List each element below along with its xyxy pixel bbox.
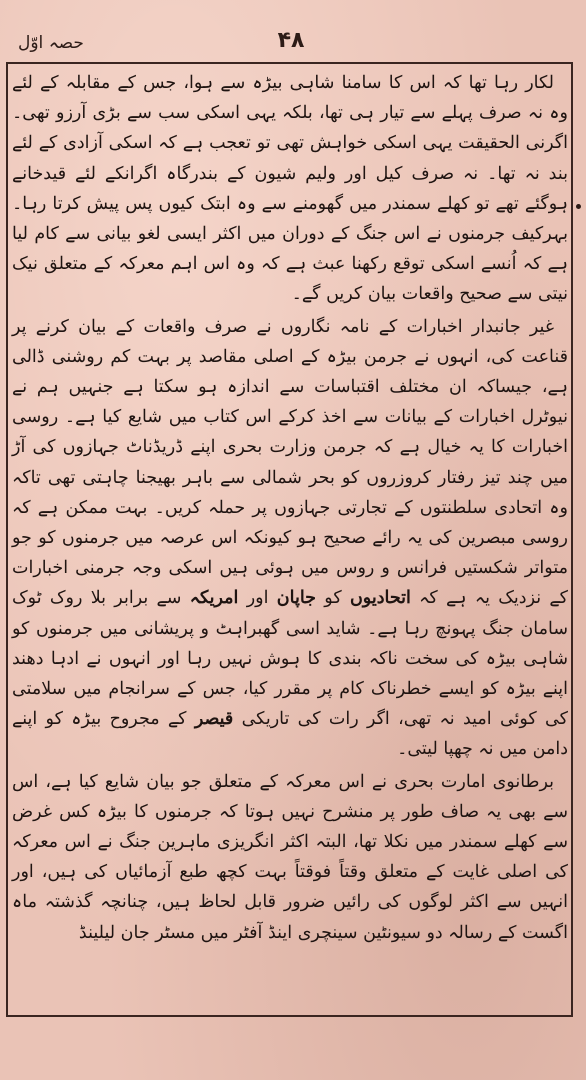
paragraph-2-text-e: کے مجروح بیڑہ کو اپنے دامن میں نہ چھپا لیتی۔ [12,709,568,760]
emphasis-america: امریکہ [189,588,239,609]
section-label: حصہ اوّل [18,33,84,53]
ink-dot [576,204,581,209]
emphasis-japan: جاپان [276,588,316,609]
emphasis-kaiser: قیصر [194,709,234,730]
paragraph-2 [12,312,568,765]
page-number: ۴۸ [277,28,305,53]
paragraph-3 [12,767,568,948]
paragraph-3-text: برطانوی امارت بحری نے اس معرکہ کے متعلق جو بیان شایع کیا ہے، اس سے بھی یہ صاف طور پر منشرح نہیں ہوتا کہ جرمنوں کا بیڑہ کس غرض سے کھلے سمندر میں نکلا تھا، البتہ اکثر انگریزی ماہرین جنگ نے اس معرکہ کی اصلی غایت کے متعلق وقتاً فوقتاً بہت کچھ طبع آزمائیاں کی ہیں، اور انہیں سے اکثر لوگوں کی رائیں ضرور قابل لحاظ ہیں، چنانچہ گذشتہ ماہ اگست کے رسالہ دو سیونٹین سینچری اینڈ آفٹر میں مسٹر جان لیلینڈ [12,771,568,943]
page-header [18,28,564,58]
emphasis-allies: اتحادیوں [349,588,411,609]
paragraph-2-text-d: سے برابر بلا روک ٹوک سامان جنگ پہونچ رہا ہے۔ شاید اسی گھبراہٹ و پریشانی میں جرمنوں کو شاہی بیڑہ کی سخت ناکہ بندی کا ہوش نہیں رہا اور انہوں نے ادہا دھند اپنے بیڑہ کو ایسے خطرناک کام پر مقرر کیا، جس کے سرانجام میں سلامتی کی کوئی امید نہ تھی، اگر رات کی تاریکی [12,588,568,730]
paragraph-1 [12,68,568,310]
paragraph-2-text-b: کو [324,588,342,609]
paragraph-2-text-c: اور [246,588,269,609]
article-text [12,68,568,948]
paragraph-1-text: لکار رہا تھا کہ اس کا سامنا شاہی بیڑہ سے ہوا، جس کے مقابلہ کے لئے وہ نہ صرف پہلے سے تیار ہی تھا، بلکہ یہی اسکی سب سے بڑی آرزو تھی۔ اگرنی الحقیقت یہی اسکی خواہش تھی تو تعجب ہے کہ اسکی آزادی کے لئے بند نہ تھا۔ نہ صرف کیل اور ولیم شیون کے بندرگاہ اگرانکے لئے قیدخانے ہوگئے تھے تو کھلے سمندر میں گھومنے سے وہ ابتک کیوں پس پیش کرتا رہا۔ بہرکیف جرمنوں نے اس جنگ کے دوران میں اکثر ایسی لغو بیانی سے کام لیا ہے کہ اُنسے اسکی توقع رکھنا عبث ہے کہ وہ اس اہم معرکہ کے متعلق نیک نیتی سے صحیح واقعات بیان کریں گے۔ [12,73,568,305]
paragraph-2-text-a: غیر جانبدار اخبارات کے نامہ نگاروں نے صرف واقعات کے بیان کرنے پر قناعت کی، انہوں نے جرمن بیڑہ کے اصلی مقاصد پر بہت کم روشنی ڈالی ہے، جیساکہ ان مختلف اقتباسات سے اندازہ ہو سکتا ہے جنہیں ہم نے نیوٹرل اخبارات کے بیانات سے اخذ کرکے اس کتاب میں شایع کیا ہے۔ روسی اخبارات کا یہ خیال ہے کہ جرمن وزارت بحری اپنے ڈریڈناٹ جہازوں کی آڑ میں چند تیز رفتار کروزروں کو بحر شمالی سے باہر بھیجنا چاہتی تھی تاکہ وہ اتحادی سلطنتوں کے تجارتی جہازوں پر حملہ کریں۔ بہت ممکن ہے کہ روسی مبصرین کی یہ رائے صحیح ہو کیونکہ اس عرصہ میں جرمنوں کو جو متواتر شکستیں فرانس و روس میں ہوئی ہیں اسکی وجہ جرمنی اخبارات کے نزدیک یہ ہے کہ [12,316,568,609]
